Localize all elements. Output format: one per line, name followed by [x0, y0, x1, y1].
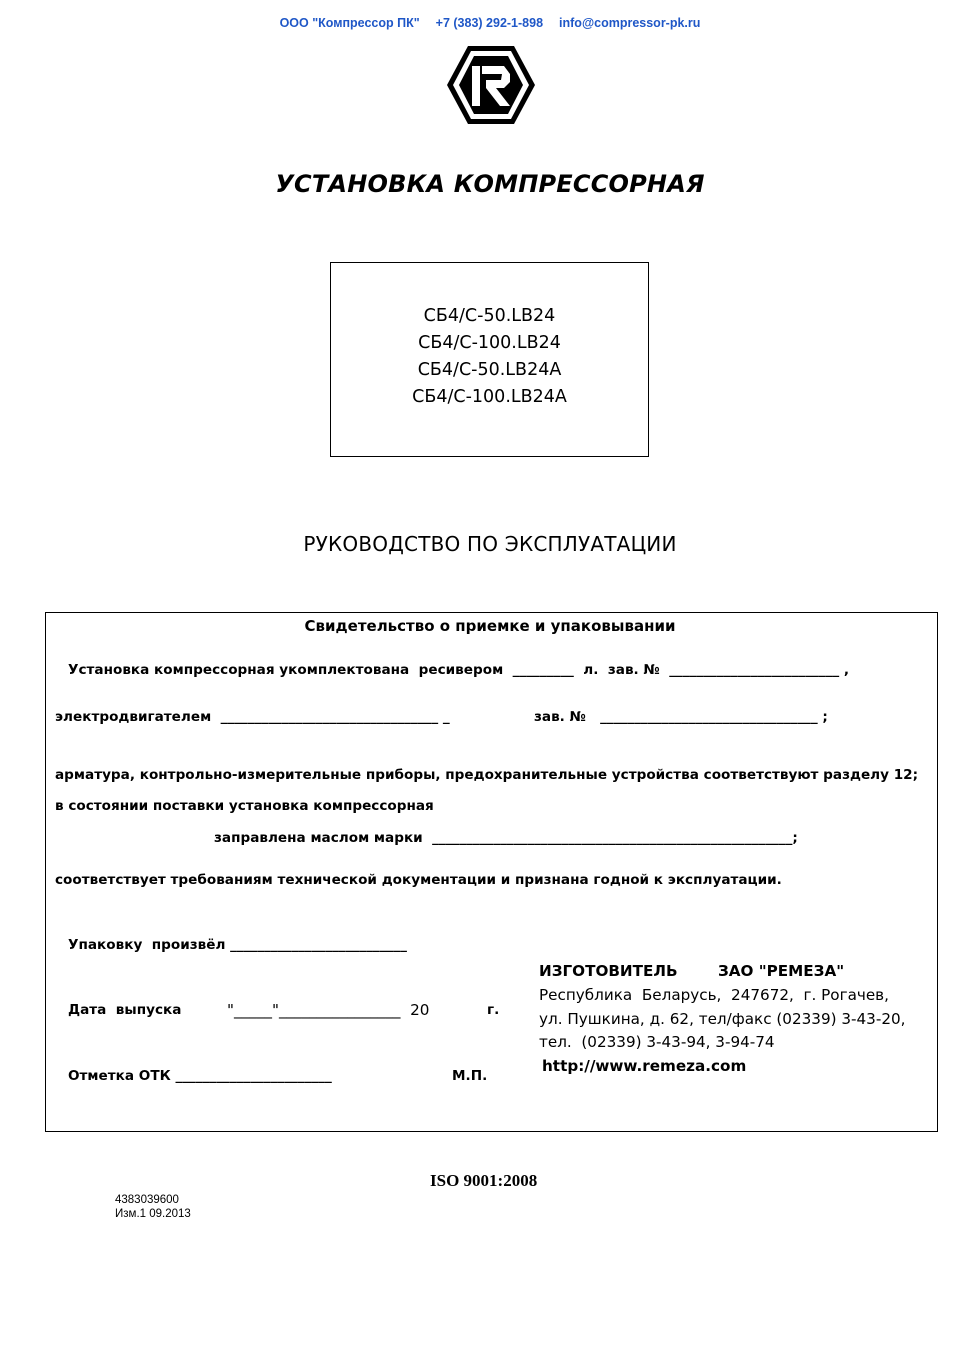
manufacturer-name: ЗАО "РЕМЕЗА" [718, 962, 845, 980]
release-year-suffix: г. [487, 1002, 500, 1018]
remeza-logo [446, 44, 536, 126]
cert-line-delivery-state: в состоянии поставки установка компрессорная [55, 798, 434, 814]
model-item: СБ4/С-100.LB24 [418, 333, 561, 353]
cert-line-compliance: соответствует требованиям технической документации и признана годной к эксплуатации. [55, 872, 782, 888]
manufacturer-phones: тел. (02339) 3-43-94, 3-94-74 [539, 1033, 775, 1051]
header-email[interactable]: info@compressor-pk.ru [559, 16, 701, 30]
models-box [330, 262, 649, 457]
manufacturer-label: ИЗГОТОВИТЕЛЬ [539, 962, 678, 980]
cert-line-fittings: арматура, контрольно-измерительные приборы, предохранительные устройства соответствуют разделу 12; [55, 767, 919, 783]
release-date-label: Дата выпуска [68, 1002, 182, 1018]
model-item: СБ4/С-100.LB24А [412, 387, 567, 407]
certificate-heading: Свидетельство о приемке и упаковывании [304, 617, 676, 635]
document-code: 4383039600 [115, 1194, 179, 1206]
cert-line-motor: электродвигателем ________________________________ _ [55, 709, 450, 725]
cert-line-receiver: Установка компрессорная укомплектована ресивером _________ л. зав. № _________________________ , [68, 662, 850, 678]
cert-line-motor-serial: зав. № ________________________________ ; [534, 709, 828, 725]
header-phone: +7 (383) 292-1-898 [435, 16, 544, 30]
document-code-block [115, 1193, 191, 1221]
iso-standard: ISO 9001:2008 [430, 1171, 538, 1190]
manufacturer-website[interactable]: http://www.remeza.com [542, 1057, 747, 1075]
subtitle: РУКОВОДСТВО ПО ЭКСПЛУАТАЦИИ [303, 532, 677, 556]
header-contacts [0, 16, 960, 30]
otk-mark-line: Отметка ОТК _______________________ [68, 1068, 332, 1084]
model-item: СБ4/С-50.LB24 [423, 306, 556, 326]
cert-line-oil: заправлена маслом марки _____________________________________________________; [214, 830, 798, 846]
stamp-place: М.П. [452, 1068, 488, 1084]
header-company: ООО "Компрессор ПК" [279, 16, 420, 30]
packed-by-line: Упаковку произвёл __________________________ [68, 937, 407, 953]
manufacturer-address-1: Республика Беларусь, 247672, г. Рогачев, [539, 986, 889, 1004]
document-revision: Изм.1 09.2013 [115, 1208, 191, 1220]
manufacturer-address-2: ул. Пушкина, д. 62, тел/факс (02339) 3-43-20, [539, 1010, 906, 1028]
main-title: УСТАНОВКА КОМПРЕССОРНАЯ [275, 170, 705, 198]
release-date-blank: "_____"________________ 20 [227, 1001, 430, 1019]
model-item: СБ4/С-50.LB24А [417, 360, 562, 380]
